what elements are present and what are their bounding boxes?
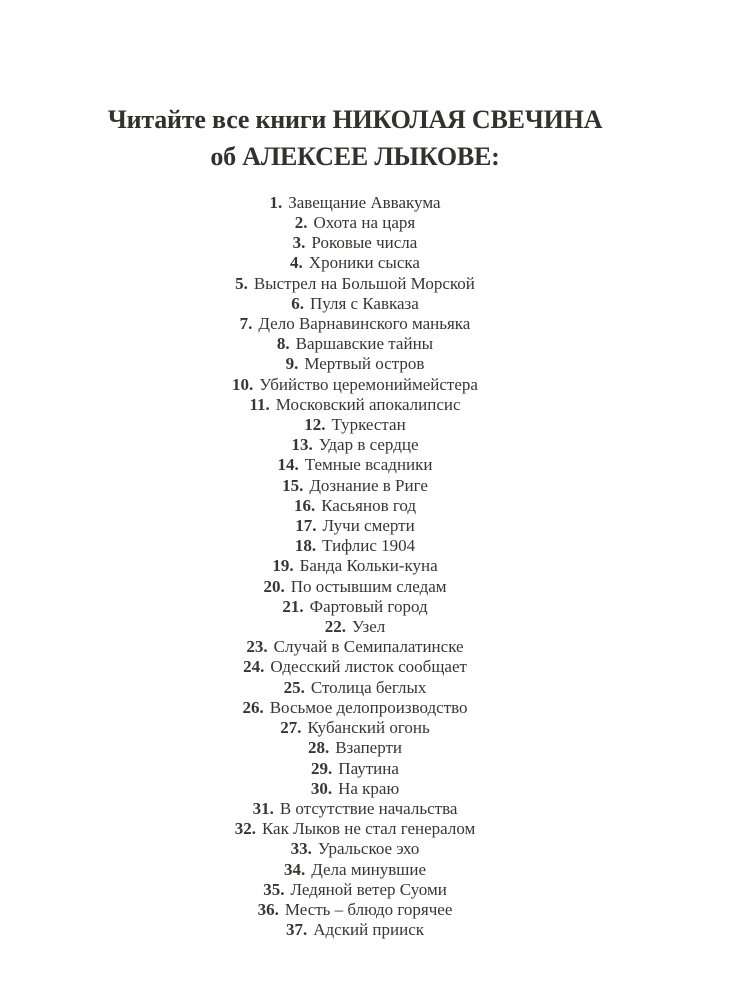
book-number: 33.: [290, 839, 312, 859]
list-item: [0, 698, 710, 718]
book-number: 32.: [234, 819, 256, 839]
book-number: 9.: [285, 354, 299, 374]
list-item: [0, 900, 710, 920]
book-title: Туркестан: [331, 415, 406, 435]
page-title-line-1: Читайте все книги НИКОЛАЯ СВЕЧИНА: [107, 105, 603, 135]
book-title: Московский апокалипсис: [275, 394, 461, 414]
list-item: [0, 435, 710, 455]
book-number: 29.: [311, 758, 333, 778]
book-title: Банда Кольки-куна: [299, 556, 438, 576]
list-item: [0, 536, 710, 556]
book-title: Кубанский огонь: [307, 718, 430, 738]
book-number: 34.: [283, 859, 306, 879]
list-item: [0, 880, 710, 900]
list-item: [0, 678, 710, 698]
book-number: 24.: [243, 657, 265, 677]
list-item: [0, 759, 710, 779]
book-number: 6.: [291, 293, 304, 313]
book-title: Паутина: [338, 758, 399, 778]
book-title: Дела минувшие: [311, 859, 427, 879]
book-number: 25.: [283, 677, 305, 697]
book-number: 16.: [293, 495, 316, 515]
book-title: Варшавские тайны: [295, 334, 434, 354]
book-title: Как Лыков не стал генералом: [261, 819, 476, 839]
book-title: Адский прииск: [313, 920, 425, 940]
book-number: 26.: [242, 697, 264, 717]
list-item: [0, 274, 710, 294]
book-title: В отсутствие начальства: [279, 798, 458, 818]
list-item: [0, 718, 710, 738]
book-title: Касьянов год: [321, 495, 417, 515]
book-title: Одесский листок сообщает: [270, 657, 467, 677]
page-title: [0, 101, 710, 175]
book-title: Фартовый город: [309, 596, 428, 616]
book-title: Узел: [351, 617, 386, 637]
book-number: 19.: [272, 556, 294, 576]
book-title: Дело Варнавинского маньяка: [258, 314, 471, 334]
book-number: 36.: [257, 899, 279, 919]
book-number: 15.: [282, 475, 304, 495]
list-item: [0, 496, 710, 516]
book-number: 20.: [263, 576, 285, 596]
list-item: [0, 395, 710, 415]
list-item: [0, 617, 710, 637]
list-item: [0, 476, 710, 496]
list-item: [0, 455, 710, 475]
list-item: [0, 334, 710, 354]
book-number: 37.: [285, 920, 308, 940]
book-title: По остывшим следам: [290, 576, 447, 596]
book-number: 10.: [232, 374, 254, 394]
book-title: Мертвый остров: [304, 354, 425, 374]
book-title: На краю: [338, 778, 400, 798]
book-title: Уральское эхо: [317, 839, 420, 859]
book-title: Охота на царя: [313, 213, 416, 233]
book-title: Взаперти: [335, 738, 403, 758]
book-title: Выстрел на Большой Морской: [253, 273, 475, 293]
book-number: 21.: [282, 596, 304, 616]
book-number: 31.: [252, 798, 274, 818]
list-item: [0, 253, 710, 273]
list-item: [0, 556, 710, 576]
page-title-line-2: об АЛЕКСЕЕ ЛЫКОВЕ:: [210, 142, 500, 172]
book-title: Случай в Семипалатинске: [273, 637, 464, 657]
book-title: Убийство церемониймейстера: [259, 374, 478, 394]
book-number: 3.: [292, 233, 306, 253]
book-number: 13.: [291, 435, 313, 455]
list-item: [0, 657, 710, 677]
book-title: Пуля с Кавказа: [309, 293, 419, 313]
book-number: 8.: [276, 334, 290, 354]
book-number: 18.: [294, 536, 317, 556]
book-number: 27.: [280, 718, 302, 738]
book-list: [0, 193, 710, 941]
list-item: [0, 799, 710, 819]
book-number: 11.: [249, 394, 270, 414]
list-item: [0, 233, 710, 253]
book-title: Дознание в Риге: [309, 475, 428, 495]
book-title: Хроники сыска: [308, 253, 420, 273]
book-title: Удар в сердце: [318, 435, 419, 455]
list-item: [0, 193, 710, 213]
list-item: [0, 860, 710, 880]
book-number: 5.: [235, 273, 248, 293]
book-title: Завещание Аввакума: [288, 192, 441, 212]
book-title: Темные всадники: [304, 455, 433, 475]
list-item: [0, 920, 710, 940]
list-item: [0, 839, 710, 859]
list-item: [0, 294, 710, 314]
book-title: Столица беглых: [310, 677, 427, 697]
list-item: [0, 314, 710, 334]
list-item: [0, 637, 710, 657]
list-item: [0, 577, 710, 597]
book-title: Ледяной ветер Суоми: [290, 879, 447, 899]
book-number: 23.: [246, 637, 268, 657]
book-number: 28.: [307, 738, 330, 758]
book-number: 4.: [290, 253, 303, 273]
book-title: Восьмое делопроизводство: [269, 697, 468, 717]
list-item: [0, 415, 710, 435]
list-item: [0, 597, 710, 617]
book-number: 2.: [294, 213, 308, 233]
list-item: [0, 516, 710, 536]
book-number: 12.: [304, 415, 326, 435]
list-item: [0, 738, 710, 758]
book-title: Месть – блюдо горячее: [284, 899, 453, 919]
book-number: 22.: [324, 617, 346, 637]
book-number: 7.: [239, 314, 253, 334]
book-number: 30.: [310, 778, 333, 798]
list-item: [0, 819, 710, 839]
book-number: 14.: [277, 455, 299, 475]
book-number: 17.: [295, 516, 317, 536]
book-title: Лучи смерти: [322, 516, 415, 536]
book-title: Тифлис 1904: [322, 536, 416, 556]
list-item: [0, 375, 710, 395]
book-number: 1.: [269, 192, 283, 212]
book-number: 35.: [263, 879, 285, 899]
list-item: [0, 213, 710, 233]
list-item: [0, 354, 710, 374]
list-item: [0, 779, 710, 799]
book-title: Роковые числа: [311, 233, 418, 253]
